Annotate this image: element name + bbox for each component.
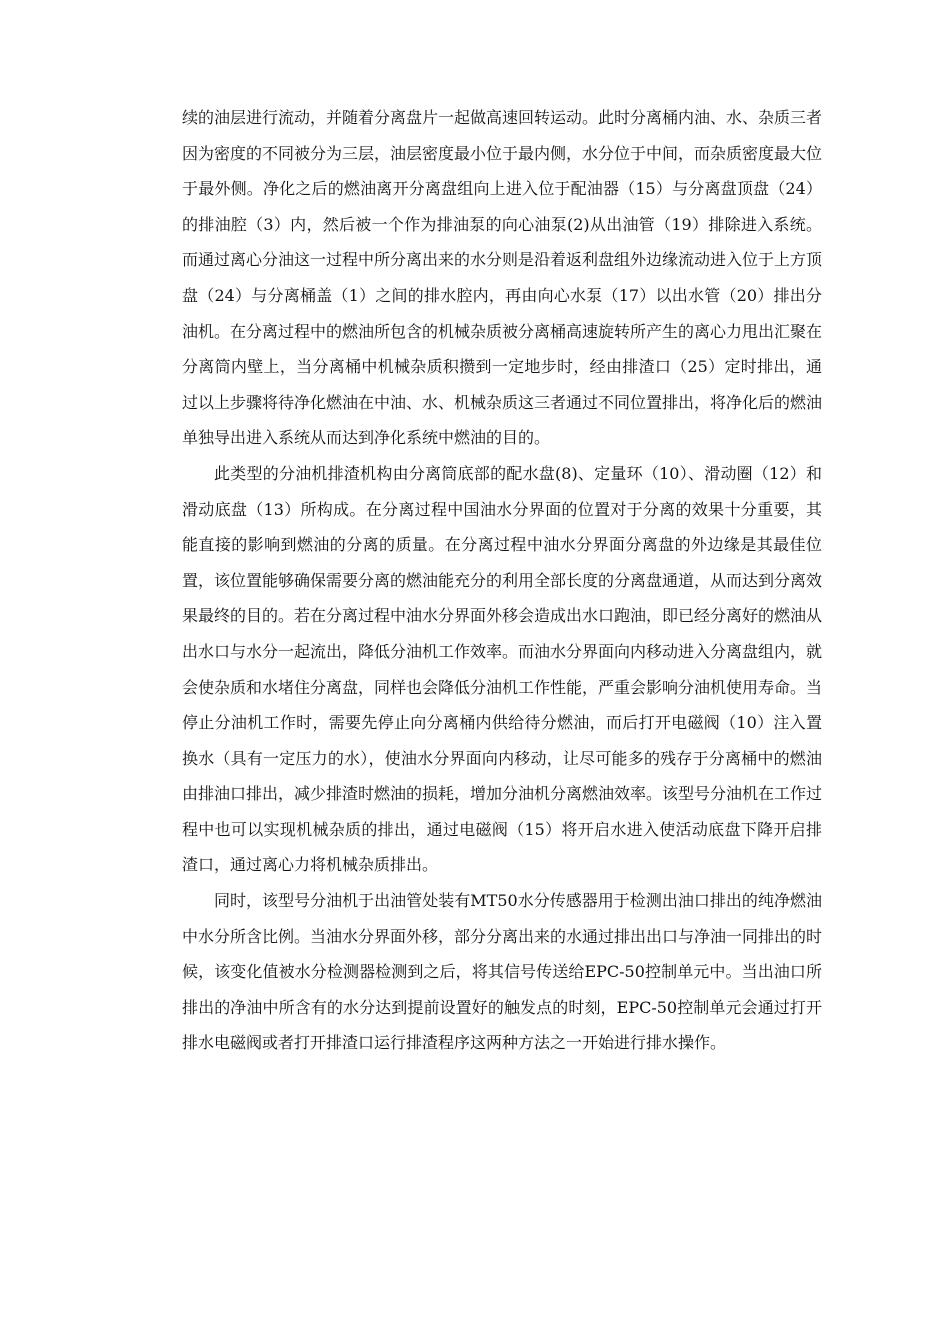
document-page	[182, 100, 822, 1061]
paragraph-1: 续的油层进行流动，并随着分离盘片一起做高速回转运动。此时分离桶内油、水、杂质三者因为密度的不同被分为三层，油层密度最小位于最内侧，水分位于中间，而杂质密度最大位于最外侧。净化之后的燃油离开分离盘组向上进入位于配油器（15）与分离盘顶盘（24）的排油腔（3）内，然后被一个作为排油泵的向心油泵(2)从出油管（19）排除进入系统。而通过离心分油这一过程中所分离出来的水分则是沿着返利盘组外边缘流动进入位于上方顶盘（24）与分离桶盖（1）之间的排水腔内，再由向心水泵（17）以出水管（20）排出分油机。在分离过程中的燃油所包含的机械杂质被分离桶高速旋转所产生的离心力甩出汇聚在分离筒内壁上，当分离桶中机械杂质积攒到一定地步时，经由排渣口（25）定时排出，通过以上步骤将待净化燃油在中油、水、机械杂质这三者通过不同位置排出，将净化后的燃油单独导出进入系统从而达到净化系统中燃油的目的。	[182, 108, 823, 448]
paragraph-2: 此类型的分油机排渣机构由分离筒底部的配水盘(8)、定量环（10）、滑动圈（12）和滑动底盘（13）所构成。在分离过程中国油水分界面的位置对于分离的效果十分重要，其能直接的影响到燃油的分离的质量。在分离过程中油水分界面分离盘的外边缘是其最佳位置，该位置能够确保需要分离的燃油能充分的利用全部长度的分离盘通道，从而达到分离效果最终的目的。若在分离过程中油水分界面外移会造成出水口跑油，即已经分离好的燃油从出水口与水分一起流出，降低分油机工作效率。而油水分界面向内移动进入分离盘组内，就会使杂质和水堵住分离盘，同样也会降低分油机工作性能，严重会影响分油机使用寿命。当停止分油机工作时，需要先停止向分离桶内供给待分燃油，而后打开电磁阀（10）注入置换水（具有一定压力的水），使油水分界面向内移动，让尽可能多的残存于分离桶中的燃油由排油口排出，减少排渣时燃油的损耗，增加分油机分离燃油效率。该型号分油机在工作过程中也可以实现机械杂质的排出，通过电磁阀（15）将开启水进入使活动底盘下降开启排渣口，通过离心力将机械杂质排出。	[182, 463, 823, 875]
paragraph-3: 同时，该型号分油机于出油管处装有MT50水分传感器用于检测出油口排出的纯净燃油中水分所含比例。当油水分界面外移，部分分离出来的水通过排出出口与净油一同排出的时候，该变化值被水分检测器检测到之后，将其信号传送给EPC-50控制单元中。当出油口所排出的净油中所含有的水分达到提前设置好的触发点的时刻，EPC-50控制单元会通过打开排水电磁阀或者打开排渣口运行排渣程序这两种方法之一开始进行排水操作。	[182, 891, 823, 1053]
